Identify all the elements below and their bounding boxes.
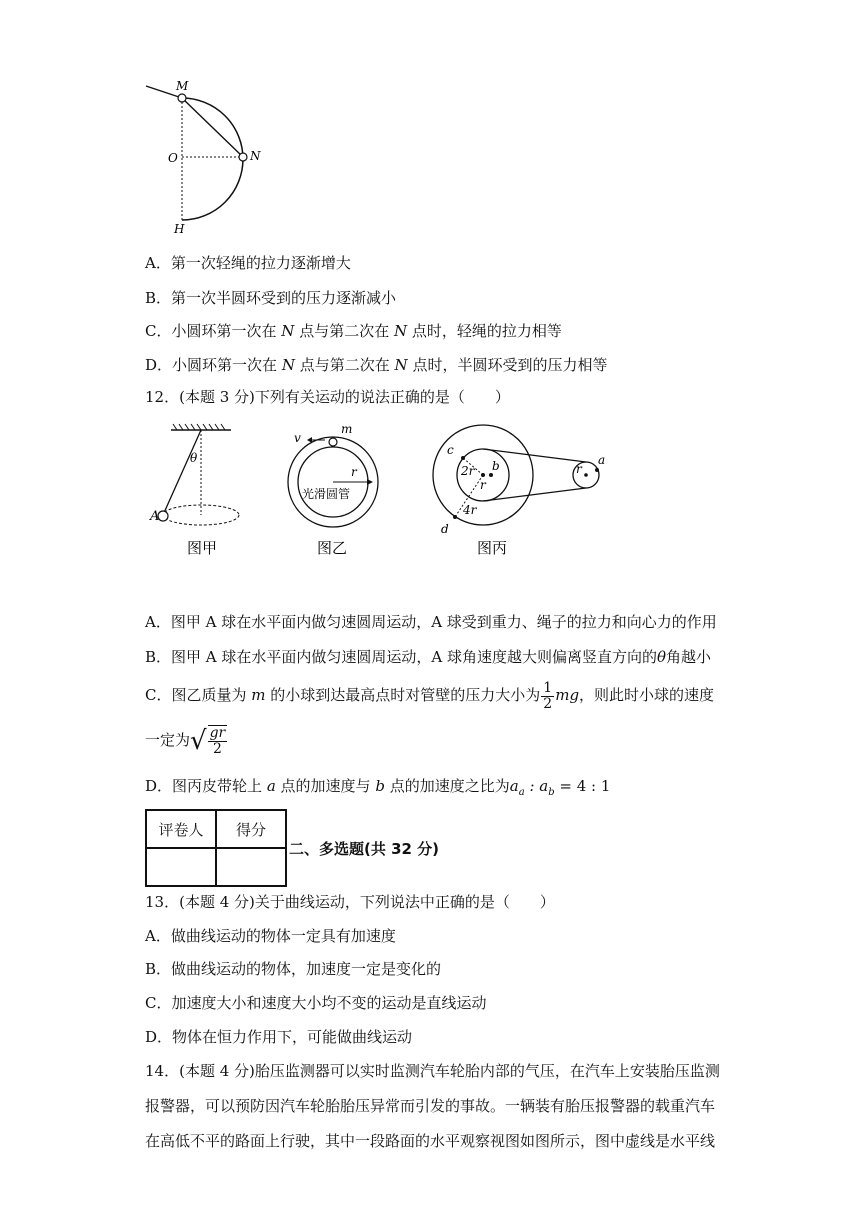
figure-bing — [425, 420, 615, 560]
label-N: N — [250, 149, 261, 163]
theta-label: θ — [190, 451, 198, 465]
figure-yi — [285, 420, 395, 560]
q11-option-a: A．第一次轻绳的拉力逐渐增大 — [145, 254, 351, 272]
v-label: v — [294, 431, 301, 445]
score-header: 得分 — [216, 810, 286, 848]
score-cell — [216, 848, 286, 886]
sqrt-symbol: √ — [190, 726, 207, 756]
a-label: a — [598, 453, 606, 467]
caption-bing: 图丙 — [477, 539, 508, 557]
grader-cell — [146, 848, 216, 886]
q11-option-c: C．小圆环第一次在 N 点与第二次在 N 点时，轻绳的拉力相等 — [145, 322, 562, 340]
q12-option-a: A．图甲 A 球在水平面内做匀速圆周运动，A 球受到重力、绳子的拉力和向心力的作用 — [145, 613, 717, 631]
q11-option-b: B．第一次半圆环受到的压力逐渐减小 — [145, 289, 397, 307]
figure-jia — [145, 420, 275, 560]
q13-option-b: B．做曲线运动的物体，加速度一定是变化的 — [145, 960, 442, 978]
caption-jia: 图甲 — [187, 539, 218, 557]
tube-label: 光滑圆管 — [302, 487, 351, 501]
q13-option-a: A．做曲线运动的物体一定具有加速度 — [145, 927, 396, 945]
section-2-title: 二、多选题(共 32 分) — [289, 840, 440, 858]
label-M: M — [176, 79, 189, 93]
label-H: H — [174, 222, 185, 236]
r-inner-label: r — [480, 478, 486, 492]
caption-yi: 图乙 — [317, 539, 348, 557]
q14-line-3: 在高低不平的路面上行驶，其中一段路面的水平观察视图如图所示，图中虚线是水平线 — [145, 1132, 716, 1150]
q12-option-b: B．图甲 A 球在水平面内做匀速圆周运动，A 球角速度越大则偏离竖直方向的θ角越小 — [145, 648, 712, 666]
q12-option-d: D．图丙皮带轮上 a 点的加速度与 b 点的加速度之比为$a_a$ : $a_b = 4$ : 1 — [145, 777, 611, 798]
m-label: m — [341, 422, 353, 436]
ball-a-label: A — [150, 509, 160, 524]
q12-option-c-cont: 一定为√ $\frac{gr}{2}$ — [145, 725, 226, 757]
c-label: c — [447, 443, 454, 457]
grading-table — [145, 809, 287, 887]
q13-option-d: D．物体在恒力作用下，可能做曲线运动 — [145, 1028, 413, 1046]
q12-stem: 12．(本题 3 分)下列有关运动的说法正确的是（ ） — [145, 388, 510, 406]
q14-line-2: 报警器，可以预防因汽车轮胎胎压异常而引发的事故。一辆装有胎压报警器的载重汽车 — [145, 1097, 716, 1115]
q12-option-c: C．图乙质量为 m 的小球到达最高点时对管壁的压力大小为 $\frac{1}{2}$ mg，则此时小球的速度 — [145, 679, 715, 712]
q11-option-d: D．小圆环第一次在 N 点与第二次在 N 点时，半圆环受到的压力相等 — [145, 356, 608, 374]
grader-header: 评卷人 — [146, 810, 216, 848]
label-O: O — [168, 151, 178, 165]
2r-label: 2r — [461, 464, 475, 478]
figure-semicircle — [140, 76, 280, 236]
r-small-label: r — [576, 462, 582, 476]
4r-label: 4r — [463, 503, 477, 517]
d-label: d — [441, 522, 449, 536]
r-label: r — [351, 465, 357, 479]
fraction-half: $\frac{1}{2}$ — [543, 679, 553, 712]
b-label: b — [492, 459, 500, 473]
q14-line-1: 14．(本题 4 分)胎压监测器可以实时监测汽车轮胎内部的气压，在汽车上安装胎压监测 — [145, 1062, 720, 1080]
q13-option-c: C．加速度大小和速度大小均不变的运动是直线运动 — [145, 994, 487, 1012]
q13-stem: 13．(本题 4 分)关于曲线运动，下列说法中正确的是（ ） — [145, 893, 555, 911]
